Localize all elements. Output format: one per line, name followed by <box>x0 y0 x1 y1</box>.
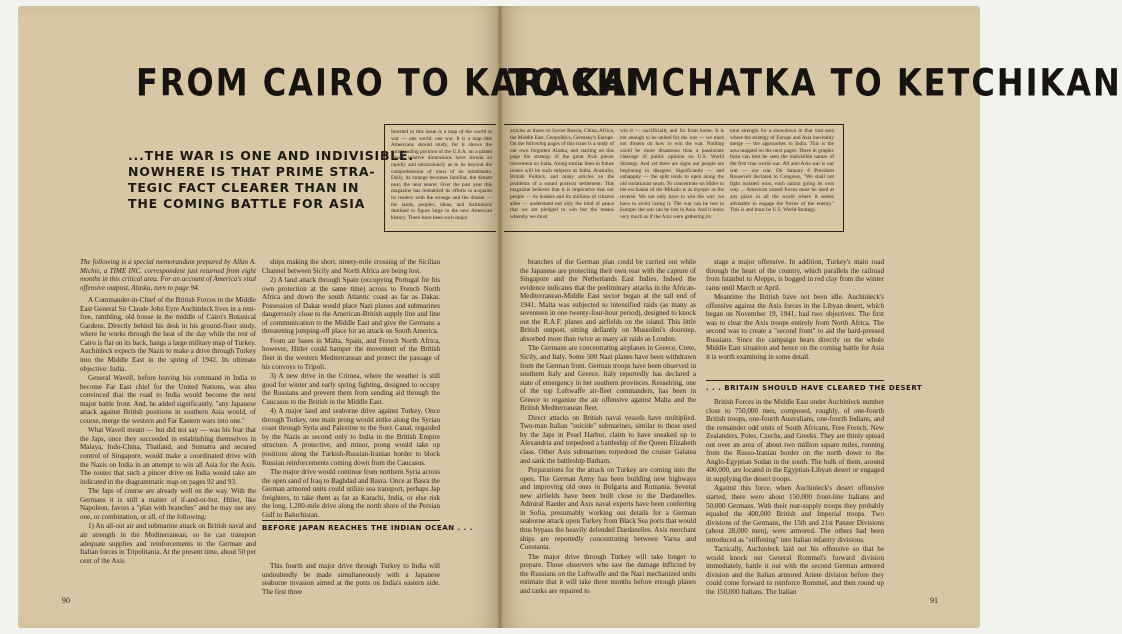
paragraph: The major drive through Turkey will take longer to prepare. Those observers who saw the damage inflicted by the Russians on the Luftwaffe and the Nazi mechanized units estimate that it will take three months before enough planes and tanks are repaired to <box>520 552 696 595</box>
paragraph: What Wavell meant — but did not say — was his fear that the Japs, once they succeeded in establishing themselves in Malaya, Indo-China, Thailand, and Sumatra and secured control of Singapore, would make a coordinated drive with the Nazis on India in an attempt to win all Asia for the Axis. The routes that such a pincer drive on India would take are indicated in the diagrammatic map on pages 92 and 93. <box>80 426 256 486</box>
paragraph: branches of the German plan could be carried out while the Japanese are protecting their own rear with the capture of Singapore and the Netherlands East Indies. Indeed the evidence indicates that the preliminary attacks in the African-Mediterranean-Middle East sector began at the tail end of 1941. Malta was subjected to intensified raids (as many as seventeen in one twenty-four-hour period), designed to knock out the R.A.F. planes and airfields on the island. This little British outpost, sitting defiantly on Mussolini's doorstep, absorbed more than twice as many air raids as London. <box>520 258 696 343</box>
article-column-3 <box>520 258 696 618</box>
paragraph: 3) A new drive in the Crimea, where the weather is still good for winter and early spring fighting, designed to occupy the Russians and prevent them from sending aid through the Caucasus to the British in the Middle East. <box>262 372 440 406</box>
editorial-box-column: articles as those on Soviet Russia, China, Africa, the Middle East, Geopolitics, Germany's Europe. On the following pages of this issue is a study of our own forgotten Alaska, and starting on this page the strategy of the great Axis pincer movement on India. Along similar lines in future issues will be such subjects as India, Australia, British Politics, and many articles on the problems of a sound postwar settlement. This magazine believes that it is imperative that our people — its leaders and its millions of citizens alike — understand not only the kind of peace that we are pledged to win but the means whereby we must <box>510 128 614 220</box>
article-column-4-continued <box>706 398 884 608</box>
article-column-4 <box>706 258 884 376</box>
paragraph: From air bases in Malta, Spain, and French North Africa, however, Hitler could hamper the movement of the British fleet in the western Mediterranean and protect the passage of his convoys to Tripoli. <box>262 336 440 371</box>
paragraph: General Wavell, before leaving his command in India to become Far East chief for the United Nations, was also convinced that the road to India would become the next major battle front. And, he added significantly, "any Japanese attack against British positions in southern Asia would, of course, merge the western and Far Eastern wars into one." <box>80 374 256 425</box>
paragraph: 4) A major land and seaborne drive against Turkey. Once through Turkey, one main prong would strike along the Syrian coast through Syria and Palestine to the Suez Canal, regarded by the Nazis as second only to India in the British Empire structure. A protective, and minor, prong would take up positions along the Turkish-Russian-Iranian border to block Russian reinforcements coming down from the Caucasus. <box>262 407 440 467</box>
paragraph: Direct attacks on British naval vessels have multiplied. Two-man Italian "suicide" submarines, similar to those used by the Japs in Pearl Harbor, claim to have sneaked up to Alexandria and torpedoed a battleship of the Queen Elizabeth class. Other Axis submarines torpedoed the cruiser Galatea and sank the battleship Barham. <box>520 413 696 465</box>
editorial-box-column: win it — sacrificially and far from home. It is not enough to be united for the war — we must not dissent on how to win the war. Nothing could be more disastrous than a passionate cleavage of public opinion on U.S. World Strategy. And yet there are signs our people are beginning to disagree. Significantly — and unhappily — the split tends to open along the old isolationist seam. To concentrate on Hitler to the exclusion of the Mikado is as myopic as the reverse. We not only have to win the war: we have to avoid losing it. The war can be lost in Europe; the war can be lost in Asia. And it looks very much as if the Axis were gathering its <box>620 128 724 220</box>
headline-right: TO KAMCHATKA TO KETCHIKAN <box>508 60 1122 105</box>
subhead: BEFORE JAPAN REACHES THE INDIAN OCEAN . . . <box>262 520 440 532</box>
paragraph: 1) An all-out air and submarine attack on British naval and air strength in the Mediterranean, so he can transport adequate supplies and reinforcements to the German and Italian forces in Tripolitania. At the present time, about 50 per cent of the Axis <box>80 522 256 565</box>
paragraph: The major drive would continue from northern Syria across the open sand of Iraq to Baghdad and Basra. Once at Basra the German armored units could utilize sea transport, perhaps Jap freighters, to take them as far as Karachi, India, or else risk the long, 1,200-mile drive along the north shore of the Persian Gulf to Baluchistan. <box>262 468 440 519</box>
paragraph: The Germans are concentrating airplanes in Greece, Crete, Sicily, and Italy. Some 500 Nazi planes have been withdrawn from the German front. German troops have been observed in southern Italy and Greece. Italy reportedly has declared a state of emergency in her southern provinces. Kesselring, one of the top Luftwaffe air-fleet commanders, has been in Greece to organize the air offensive against Malta and the British Mediterranean fleet. <box>520 344 696 413</box>
deck <box>128 148 414 212</box>
article-column-2 <box>262 258 440 519</box>
deck-line: TEGIC FACT CLEARER THAN IN <box>128 180 360 195</box>
page-number-right: 91 <box>930 596 938 605</box>
paragraph: Tactically, Auchinleck laid out his offensive so that he would knock out General Rommel's forward division immediately, battle it out with the second German armored division and the Italian armored Ariete division before they could come forward to reinforce Rommel, and then round up the 150,000 Italians. The Italian <box>706 545 884 597</box>
deck-line: THE COMING BATTLE FOR ASIA <box>128 196 366 211</box>
article-column-2-continued <box>262 562 440 608</box>
article-intro: The following is a special memorandum prepared by Allan A. Michie, a TIME INC. correspondent just returned from eight months in this critical area. For an account of America's vital offensive outpost, Alaska, turn to page 94. <box>80 258 256 292</box>
editorial-box-column: Inserted in this issue is a map of the world at war — one world, one war. It is a map that Americans should study, for it shows the commanding position of the U.S.A. on a planet whose relative dimensions have shrunk so rapidly and miraculously as to be beyond the comprehension of most of its inhabitants. Daily, its strange becomes familiar, the distant near, the near nearer. Over the past year this magazine has redoubled its efforts to acquaint its readers with the strange and the distant — the lands, peoples, ideas, and institutions destined to figure large in the new American history. There have been such major <box>384 124 496 232</box>
editorial-box-column: total strength for a showdown in that vast area where the strategy of Europe and Asia inevitably merge — the approaches to India. This is the area mapped on the next pages. There in graphic form can best be seen the indivisible nature of the first true world war. All anti-Axis war is our war — our war. On January 6 President Roosevelt declared to Congress, "We shall not fight isolated wars, each nation going its own way ... American armed forces must be used at any place in all the world where it seems advisable to engage the forces of the enemy." This is and must be U.S. World Strategy. <box>730 128 834 214</box>
subhead: . . . BRITAIN SHOULD HAVE CLEARED THE DESERT <box>706 380 884 392</box>
paragraph: British Forces in the Middle East under Auchinleck number close to 750,000 men, composed, roughly, of one-fourth British troops, one-fourth Australians, one-fourth Indians, and the remainder odd units of South Africans, Free French, New Zealanders, Poles, Czechs, and Greeks. They are thinly spread out over an area of about two million square miles, running from the Russo-Iranian border on the north down to the Anglo-Egyptian Sudan in the south. The bulk of them, around 400,000, are located in the Egyptian-Libyan desert or engaged in supplying the desert troops. <box>706 398 884 483</box>
paragraph: ships making the short, ninety-mile crossing of the Sicilian Channel between Sicily and North Africa are being lost. <box>262 258 440 275</box>
deck-line: NOWHERE IS THAT PRIME STRA- <box>128 164 376 179</box>
page-number-left: 90 <box>62 596 70 605</box>
paragraph: stage a major offensive. In addition, Turkey's main road through the heart of the country, which parallels the railroad from Istanbul to Aleppo, is bogged in red clay from the winter rains until March or April. <box>706 258 884 292</box>
paragraph: 2) A land attack through Spain (occupying Portugal for his own protection at the same time) across to French North Africa and down the south Atlantic coast as far as Dakar. Possession of Dakar would place Nazi planes and submarines dangerously close to the American-British supply line and line of communication to the Middle East and give the Germans a threatening jumping-off place for an attack on South America. <box>262 276 440 336</box>
headline-left: FROM CAIRO TO KARACHI <box>136 60 640 105</box>
paragraph: Meantime the British have not been idle. Auchinleck's offensive against the Axis forces in the Libyan desert, which began on November 19, 1941, had two objectives. The first was to clear the Axis troops entirely from North Africa. The second was to create a "second front" to aid the hard-pressed Russians. Since the campaign bears directly on the whole Middle East situation and hence on the coming battle for Asia it is worth examining in some detail. <box>706 293 884 362</box>
paragraph: This fourth and major drive through Turkey to India will undoubtedly be made simultaneously with a Japanese seaborne invasion aimed at the ports on India's eastern side. The first three <box>262 562 440 596</box>
paragraph: A Commander-in-Chief of the British Forces in the Middle East General Sir Claude John Eyre Auchinleck lives in a rent-free, rambling, old house in the middle of Cairo's Botanical Gardens. Directly behind his desk in his ground-floor study, where he works through the heat of the day while the rest of Cairo is flat on its back, hangs a large military map of Turkey. Auchinleck expects the Nazis to make a drive through Turkey into the Middle East in the spring of 1942. Its ultimate objective: India. <box>80 296 256 373</box>
article-column-1 <box>80 258 256 580</box>
paragraph: The Japs of course are already well on the way. With the Germans it is still a matter of if-and-or-but. Hitler, like Napoleon, favors a "plan with branches" and he may use any one, or combination, or all, of the following: <box>80 487 256 521</box>
deck-line: ...THE WAR IS ONE AND INDIVISIBLE. <box>128 148 414 163</box>
paragraph: Against this force, when Auchinleck's desert offensive started, there were about 150,000 front-line Italians and 50,000 Germans. With their rear-supply troops they probably equaled the 400,000 British and Imperial troops. Two divisions of the Germans, the 15th and 21st Panzer Divisions (about 28,000 men), were armored. The others had been introduced as "stiffening" into Italian infantry divisions. <box>706 484 884 544</box>
paragraph: Preparations for the attack on Turkey are coming into the open. The German Army has been building new highways and improving old ones in Bulgaria and Rumania. Several new airfields have been built close to the Dardanelles. Admiral Raeder and Axis naval experts have been conferring in Sofia, presumably working out details for a German seaborne attack upon Turkey from Black Sea ports that would thus bypass the heavily defended Dardanelles. Axis merchant ships are reportedly concentrating between Varna and Constanta. <box>520 466 696 552</box>
